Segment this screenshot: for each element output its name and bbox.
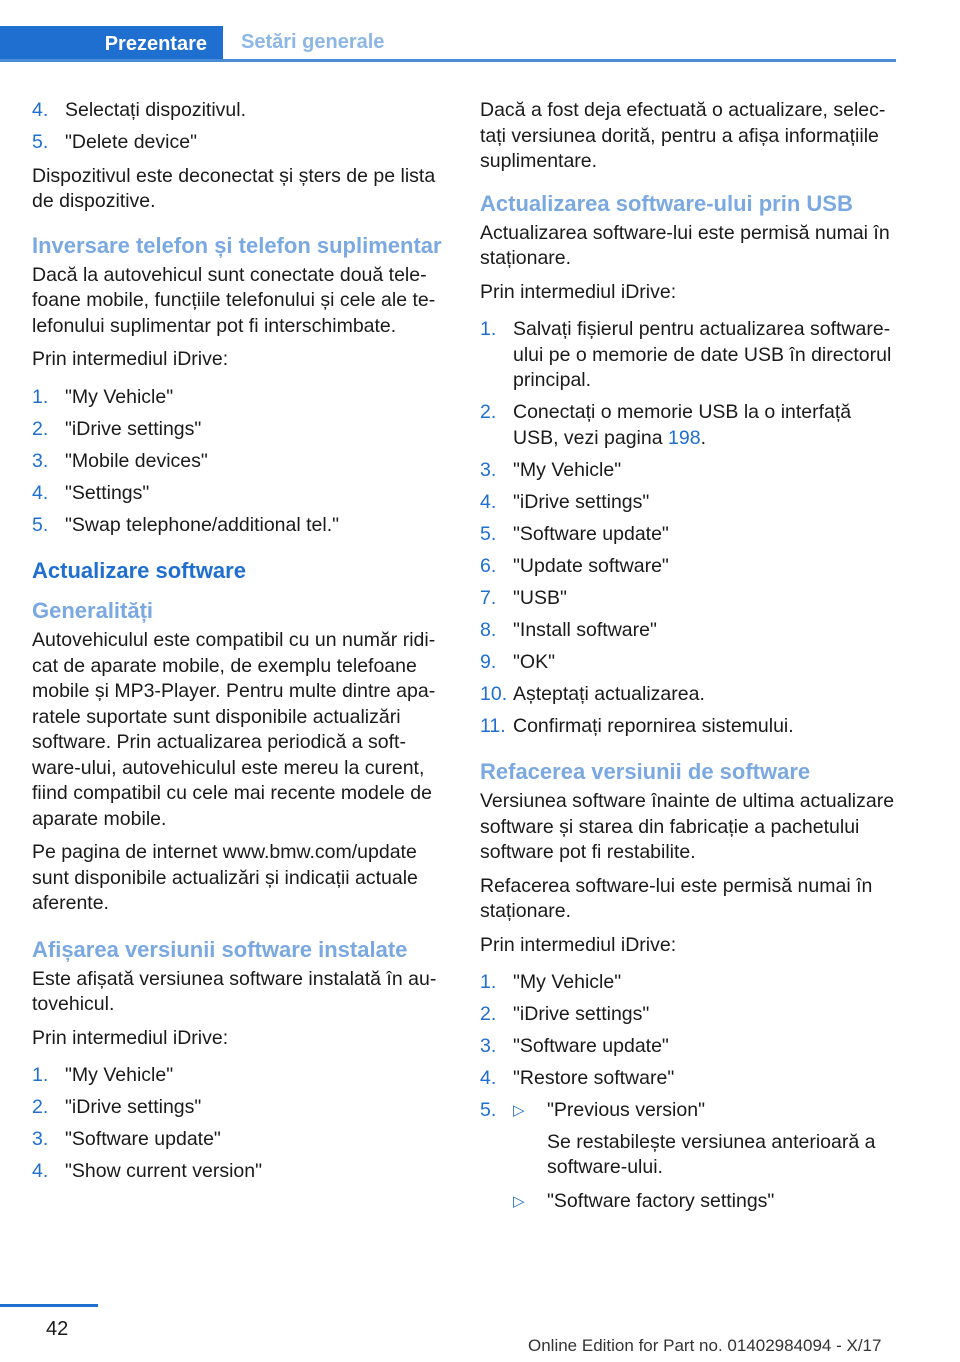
steps-restore xyxy=(480,970,896,1214)
list-item: 1. Salvați fișierul pentru actualizarea software-ului pe o memorie de date USB în directorul principal. xyxy=(480,318,892,391)
paragraph-swap: Dacă la autovehicul sunt conectate două telefoane mobile, funcțiile telefonului și cele ale telefonului suplimentar pot fi interschimbate. xyxy=(32,263,436,337)
list-item: 3. "My Vehicle" xyxy=(480,458,622,481)
sub-item-previous-version: ▷ "Previous version" xyxy=(513,1098,896,1124)
list-item: 11. Confirmați repornirea sistemului. xyxy=(480,714,794,737)
list-item: 3. "Software update" xyxy=(32,1128,221,1150)
paragraph-restore: Versiunea software înainte de ultima actualizare software și starea din fabricație a pachetului software pot fi restabilite. xyxy=(480,790,895,863)
triangle-bullet-icon: ▷ xyxy=(513,1102,525,1119)
paragraph-via-idrive: Prin intermediul iDrive: xyxy=(480,933,677,956)
list-item: 1. "My Vehicle" xyxy=(480,971,622,993)
list-item: 5. "Swap telephone/additional tel." xyxy=(32,513,340,536)
heading-show-version: Afișarea versiunii software instalate xyxy=(32,936,408,962)
list-item: 2. "iDrive settings" xyxy=(32,417,202,440)
sub-item-factory-settings: ▷ "Software factory settings" xyxy=(513,1189,896,1215)
paragraph-restore-2: Refacerea software-lui este permisă numai în staționare. xyxy=(480,874,873,922)
heading-software-update: Actualizare software xyxy=(32,558,246,583)
paragraph-general: Autovehiculul este compatibil cu un număr ridicat de aparate mobile, de exemplu telefoane mobile și MP3-Player. Pentru multe dintre aparatele suportate sunt disponibile actualizări software. Prin actualizarea periodică a software-ului, autovehiculul este mereu la curent, fiind compatibil cu cele mai recente modele de aparate mobile. xyxy=(32,629,436,830)
paragraph-web: Pe pagina de internet www.bmw.com/update sunt disponibile actualizări și indicații actuale aferente. xyxy=(32,841,418,914)
list-item: 1. "My Vehicle" xyxy=(32,1064,174,1086)
page-header xyxy=(0,26,896,62)
sub-text-previous-version: Se restabilește versiunea anterioară a software-ului. xyxy=(547,1130,876,1178)
paragraph-disconnect: Dispozitivul este deconectat și șters de pe lista de dispozitive. xyxy=(32,164,436,212)
list-item: 3. "Mobile devices" xyxy=(32,449,208,472)
list-item: 4. "iDrive settings" xyxy=(480,490,650,513)
tab-setari-generale[interactable]: Setări generale xyxy=(241,31,385,53)
heading-restore: Refacerea versiunii de software xyxy=(480,759,811,784)
list-item: 5. "Delete device" xyxy=(32,131,197,153)
paragraph-intro: Dacă a fost deja efectuată o actualizare, selectați versiunea dorită, pentru a afișa informațiile suplimentare. xyxy=(480,99,886,172)
tab-prezentare[interactable]: Prezentare xyxy=(0,26,223,62)
paragraph-via-idrive: Prin intermediul iDrive: xyxy=(480,280,677,303)
list-item: 4. Selectați dispozitivul. xyxy=(32,99,247,121)
list-item: 3. "Software update" xyxy=(480,1035,669,1057)
left-column xyxy=(32,98,448,1197)
right-column xyxy=(480,98,896,1226)
steps-show-version xyxy=(32,1063,448,1185)
paragraph-via-idrive: Prin intermediul iDrive: xyxy=(32,348,229,370)
triangle-bullet-icon: ▷ xyxy=(513,1192,525,1210)
list-item: 8. "Install software" xyxy=(480,618,657,641)
footer-edition: Online Edition for Part no. 01402984094 - X/17 xyxy=(528,1336,882,1355)
page-link-198[interactable]: 198 xyxy=(668,426,701,449)
list-item: 6. "Update software" xyxy=(480,554,669,577)
steps-delete xyxy=(32,98,448,156)
list-item: 4. "Show current version" xyxy=(32,1160,263,1182)
list-item: 10. Așteptați actualizarea. xyxy=(480,682,705,705)
list-item: 4. "Settings" xyxy=(32,481,150,504)
list-item: 2. "iDrive settings" xyxy=(32,1096,202,1118)
paragraph-show-version: Este afișată versiunea software instalată în autovehicul. xyxy=(32,967,437,1015)
list-item: 7. "USB" xyxy=(480,586,567,609)
list-item: 9. "OK" xyxy=(480,650,556,673)
header-rule xyxy=(0,59,896,62)
heading-swap: Inversare telefon și telefon suplimentar xyxy=(32,232,442,258)
steps-swap xyxy=(32,385,448,539)
list-item: 5. ▷ "Previous version" Se restabilește versiunea anterioară a software-ului. ▷ "Software factory settings" xyxy=(480,1098,896,1214)
heading-general: Generalități xyxy=(32,598,154,623)
paragraph-usb: Actualizarea software-lui este permisă numai în staționare. xyxy=(480,221,890,269)
list-item: 5. "Software update" xyxy=(480,522,669,545)
list-item: 4. "Restore software" xyxy=(480,1067,675,1089)
sub-options xyxy=(513,1098,896,1214)
paragraph-via-idrive: Prin intermediul iDrive: xyxy=(32,1026,229,1049)
steps-usb xyxy=(480,317,896,739)
page-number: 42 xyxy=(46,1318,69,1340)
list-item: 2. "iDrive settings" xyxy=(480,1003,650,1025)
list-item: 1. "My Vehicle" xyxy=(32,385,174,408)
list-item: 2. Conectați o memorie USB la o interfață USB, vezi pagina 198. xyxy=(480,401,852,449)
footer-rule xyxy=(0,1304,98,1307)
heading-usb-update: Actualizarea software-ului prin USB xyxy=(480,190,853,216)
